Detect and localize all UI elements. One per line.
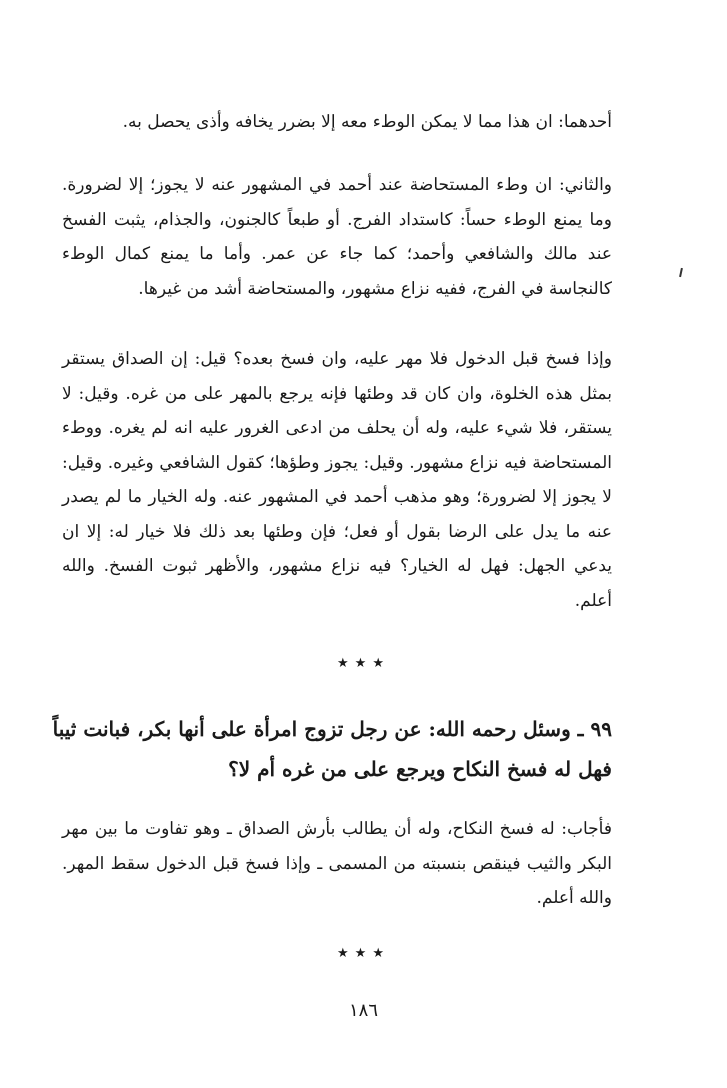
paragraph-text: وإذا فسخ قبل الدخول فلا مهر عليه، وان فسخ بعده؟ قيل: إن الصداق يستقر بمثل هذه الخلوة، وان كان قد وطئها فإنه يرجع بالمهر على من غره. وقيل: لا يستقر، فلا شيء عليه، وله أن يحلف من ادعى الغرور عليه انه لم يغره. ووطء المستحاضة فيه نزاع مشهور. وقيل: يجوز وطؤها؛ كقول الشافعي وغيره. وقيل: لا يجوز إلا لضرورة؛ وهو مذهب أحمد في المشهور عنه. وله الخيار ما لم يصدر عنه ما يدل على الرضا بقول أو فعل؛ فإن وطئها بعد ذلك فلا خيار له: إلا ان يدعي الجهل: فهل له الخيار؟ فيه نزاع مشهور، والأظهر ثبوت الفسخ. والله أعلم. [62, 349, 612, 611]
paragraph-text: فأجاب: له فسخ النكاح، وله أن يطالب بأرش الصداق ـ وهو تفاوت ما بين مهر البكر والثيب فينقص بنسبته من المسمى ـ وإذا فسخ قبل الدخول سقط المهر. والله أعلم. [62, 819, 612, 908]
page-number: ١٨٦ [348, 1000, 378, 1021]
section-separator: ★★★ [337, 946, 390, 961]
question-text: ٩٩ ـ وسئل رحمه الله: عن رجل تزوج امرأة على أنها بكر، فبانت ثيباً فهل له فسخ النكاح ويرجع على من غره أم لا؟ [52, 717, 612, 781]
paragraph-text: والثاني: ان وطء المستحاضة عند أحمد في المشهور عنه لا يجوز؛ إلا لضرورة. وما يمنع الوطء حساً: كاستداد الفرج. أو طبعاً كالجنون، والجذام، يثبت الفسخ عند مالك والشافعي وأحمد؛ كما جاء عن عمر. وأما ما يمنع كمال الوطء كالنجاسة في الفرج، ففيه نزاع مشهور، والمستحاضة أشد من غيرها. [62, 175, 612, 299]
paragraph-annulment-ruling [62, 342, 612, 618]
question-heading [52, 709, 612, 789]
paragraph-answer [62, 812, 612, 916]
section-separator: ★★★ [337, 656, 390, 671]
paragraph-text: أحدهما: ان هذا مما لا يمكن الوطء معه إلا بضرر يخافه وأذى يحصل به. [122, 112, 612, 132]
paragraph-first-reason [62, 105, 612, 140]
margin-mark [679, 268, 683, 277]
paragraph-second-reason [62, 168, 612, 306]
